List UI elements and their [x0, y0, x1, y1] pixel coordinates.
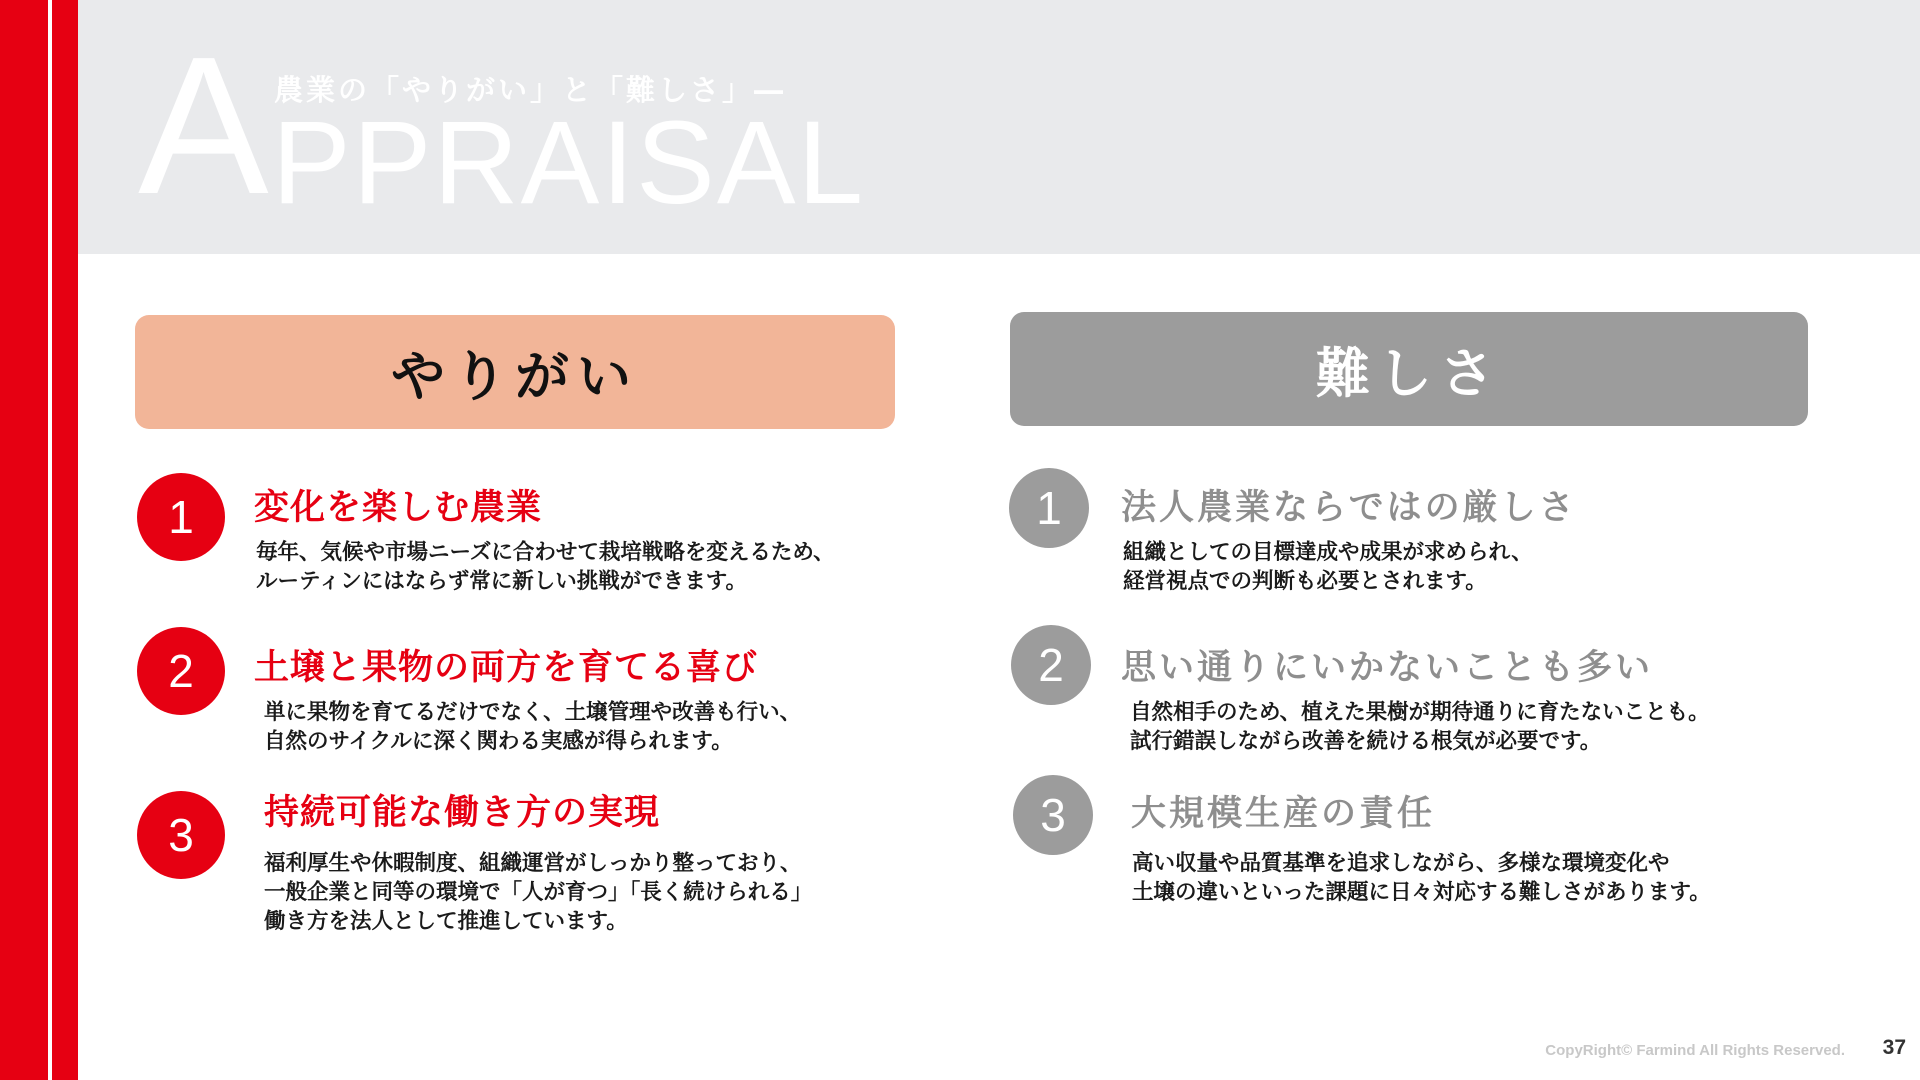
reward-desc-1 — [256, 538, 835, 596]
reward-desc-3 — [264, 849, 812, 936]
difficulty-desc-2 — [1130, 698, 1710, 756]
reward-title-1: 変化を楽しむ農業 — [254, 488, 543, 528]
difficulty-title-2: 思い通りにいかないことも多い — [1121, 648, 1654, 688]
difficulty-desc-3 — [1132, 849, 1711, 907]
reward-number-1: 1 — [137, 473, 225, 561]
page-number: 37 — [1882, 1036, 1906, 1059]
accent-bar-outer — [0, 0, 48, 1080]
difficulties-heading: 難しさ — [1010, 312, 1808, 426]
reward-desc-1-line-1: 毎年、気候や市場ニーズに合わせて栽培戦略を変えるため、 — [256, 540, 835, 565]
reward-desc-2-line-2: 自然のサイクルに深く関わる実感が得られます。 — [264, 729, 733, 754]
difficulty-desc-2-line-2: 試行錯誤しながら改善を続ける根気が必要です。 — [1130, 729, 1602, 754]
title-rest: PPRAISAL — [272, 97, 866, 229]
reward-title-3: 持続可能な働き方の実現 — [264, 793, 661, 833]
difficulty-desc-1-line-2: 経営視点での判断も必要とされます。 — [1123, 569, 1487, 594]
copyright-text: CopyRight© Farmind All Rights Reserved. — [1545, 1042, 1845, 1059]
difficulty-desc-3-line-1: 高い収量や品質基準を追求しながら、多様な環境変化や — [1132, 851, 1670, 876]
reward-desc-1-line-2: ルーティンにはならず常に新しい挑戦ができます。 — [256, 569, 748, 594]
title-initial: A — [138, 16, 265, 235]
difficulty-number-3: 3 — [1013, 775, 1093, 855]
reward-number-2: 2 — [137, 627, 225, 715]
difficulty-title-1: 法人農業ならではの厳しさ — [1121, 488, 1577, 528]
difficulty-desc-1-line-1: 組織としての目標達成や成果が求められ、 — [1123, 540, 1533, 565]
reward-desc-3-line-1: 福利厚生や休暇制度、組織運営がしっかり整っており、 — [264, 851, 802, 876]
page-subtitle: 農業の「やりがい」と「難しさ」― — [274, 73, 787, 107]
reward-number-3: 3 — [137, 791, 225, 879]
difficulty-number-2: 2 — [1011, 625, 1091, 705]
difficulty-desc-3-line-2: 土壌の違いといった課題に日々対応する難しさがあります。 — [1132, 880, 1711, 905]
accent-bar-inner — [52, 0, 78, 1080]
reward-desc-3-line-3: 働き方を法人として推進しています。 — [264, 909, 628, 934]
difficulty-number-1: 1 — [1009, 468, 1089, 548]
reward-desc-2-line-1: 単に果物を育てるだけでなく、土壌管理や改善も行い、 — [264, 700, 802, 725]
difficulty-desc-1 — [1123, 538, 1533, 596]
difficulty-title-3: 大規模生産の責任 — [1131, 794, 1436, 834]
reward-desc-3-line-2: 一般企業と同等の環境で「人が育つ」「長く続けられる」 — [264, 880, 813, 905]
reward-title-2: 土壌と果物の両方を育てる喜び — [254, 648, 759, 688]
rewards-heading: やりがい — [135, 315, 895, 429]
reward-desc-2 — [264, 698, 801, 756]
difficulty-desc-2-line-1: 自然相手のため、植えた果樹が期待通りに育たないことも。 — [1130, 700, 1710, 725]
